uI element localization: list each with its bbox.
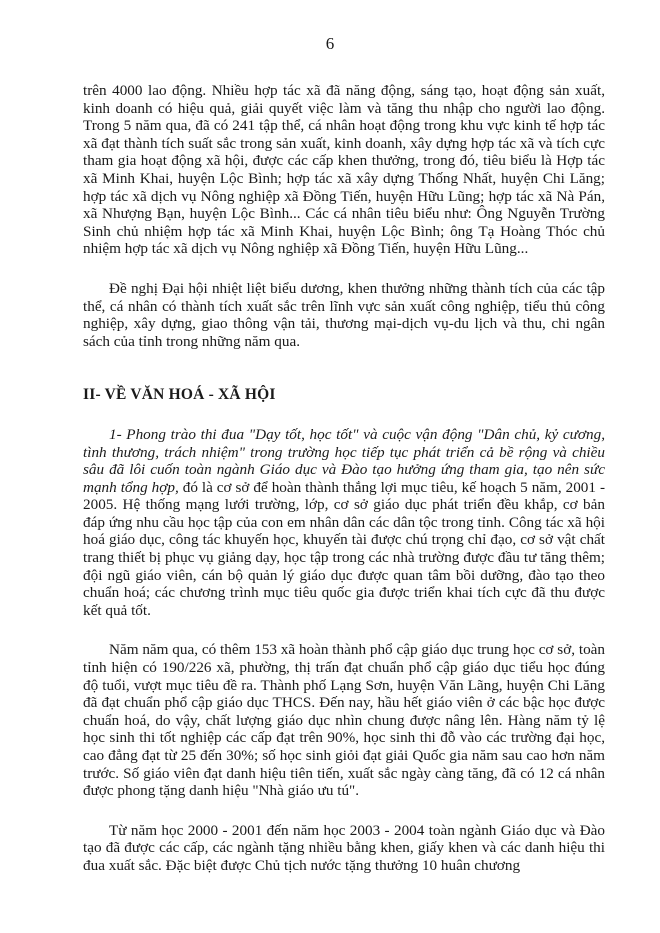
page-number: 6: [325, 34, 335, 53]
page-body: [83, 82, 605, 875]
paragraph-education-movement: [83, 426, 605, 620]
section-heading-culture-society: II- VỀ VĂN HOÁ - XÃ HỘI: [83, 386, 276, 404]
education-movement-text: đó là cơ sở để hoàn thành thắng lợi mục tiêu, kế hoạch 5 năm, 2001 - 2005. Hệ thống mạng lưới trường, lớp, cơ sở giáo dục phát triển đều khắp, cơ bản đáp ứng nhu cầu học tập của con em nhân dân các dân tộc trong tỉnh. Công tác xã hội hoá giáo dục, công tác khuyến học, khuyến tài được chú trọng chỉ đạo, cơ sở vật chất trang thiết bị phục vụ giảng dạy, học tập trong các nhà trường được đầu tư tăng thêm; đội ngũ giáo viên, cán bộ quản lý giáo dục được quan tâm bồi dưỡng, đào tạo theo chuẩn hoá; các chương trình mục tiêu quốc gia được triển khai tích cực đã thu được kết quả tốt.: [83, 478, 605, 619]
paragraph-education-awards: Từ năm học 2000 - 2001 đến năm học 2003 - 2004 toàn ngành Giáo dục và Đào tạo đã được các cấp, các ngành tặng nhiều bằng khen, giấy khen và các danh hiệu thi đua xuất sắc. Đặc biệt được Chủ tịch nước tặng thưởng 10 huân chương: [83, 821, 605, 874]
education-movement-italic-lead: 1- Phong trào thi đua "Dạy tốt, học tốt" và cuộc vận động "Dân chủ, kỷ cương, tình thương, trách nhiệm" trong trường học tiếp tục phát triển cả bề rộng và chiều sâu đã lôi cuốn toàn ngành Giáo dục và Đào tạo hưởng ứng tham gia, tạo nên sức mạnh tổng hợp,: [83, 425, 605, 496]
paragraph-cooperatives: trên 4000 lao động. Nhiều hợp tác xã đã năng động, sáng tạo, hoạt động sản xuất, kinh doanh có hiệu quả, giải quyết việc làm và tăng thu nhập cho người lao động. Trong 5 năm qua, đã có 241 tập thể, cá nhân hoạt động trong khu vực kinh tế hợp tác xã đạt thành tích suất sắc trong sản xuất, kinh doanh, xây dựng hợp tác xã và tích cực tham gia hoạt động xã hội, được các cấp khen thưởng, trong đó, tiêu biểu là Hợp tác xã Minh Khai, huyện Lộc Bình; hợp tác xã xây dựng Thống Nhất, huyện Chi Lăng; hợp tác xã dịch vụ Nông nghiệp xã Đồng Tiến, huyện Hữu Lũng; hợp tác xã Nà Pán, xã Nhượng Bạn, huyện Lộc Bình... Các cá nhân tiêu biểu như: Ông Nguyễn Trường Sinh chủ nhiệm hợp tác xã Minh Khai, huyện Lộc Bình; ông Tạ Hoàng Thóc chủ nhiệm hợp tác xã dịch vụ Nông nghiệp xã Đồng Tiến, huyện Hữu Lũng...: [83, 82, 605, 258]
paragraph-education-results: Năm năm qua, có thêm 153 xã hoàn thành phổ cập giáo dục trung học cơ sở, toàn tỉnh hiện có 190/226 xã, phường, thị trấn đạt chuẩn phổ cập giáo dục tiểu học đúng độ tuổi, vượt mục tiêu đề ra. Thành phố Lạng Sơn, huyện Văn Lãng, huyện Chi Lăng đã đạt chuẩn phổ cập giáo dục THCS. Đến nay, hầu hết giáo viên ở các bậc học được chuẩn hoá, do vậy, chất lượng giáo dục nhìn chung được nâng lên. Hàng năm tỷ lệ học sinh thi tốt nghiệp các cấp đạt trên 90%, học sinh thi đỗ vào các trường đại học, cao đẳng đạt từ 25 đến 30%; số học sinh giỏi đạt giải Quốc gia năm sau cao hơn năm trước. Số giáo viên đạt danh hiệu tiên tiến, xuất sắc ngày càng tăng, đã có 12 cá nhân được phong tặng danh hiệu "Nhà giáo ưu tú".: [83, 641, 605, 800]
paragraph-commendation-proposal: Đề nghị Đại hội nhiệt liệt biểu dương, khen thưởng những thành tích của các tập thể, cá nhân có thành tích xuất sắc trên lĩnh vực sản xuất công nghiệp, tiểu thủ công nghiệp, xây dựng, giao thông vận tải, thương mại-dịch vụ-du lịch và thu, chi ngân sách của tỉnh trong những năm qua.: [83, 279, 605, 350]
